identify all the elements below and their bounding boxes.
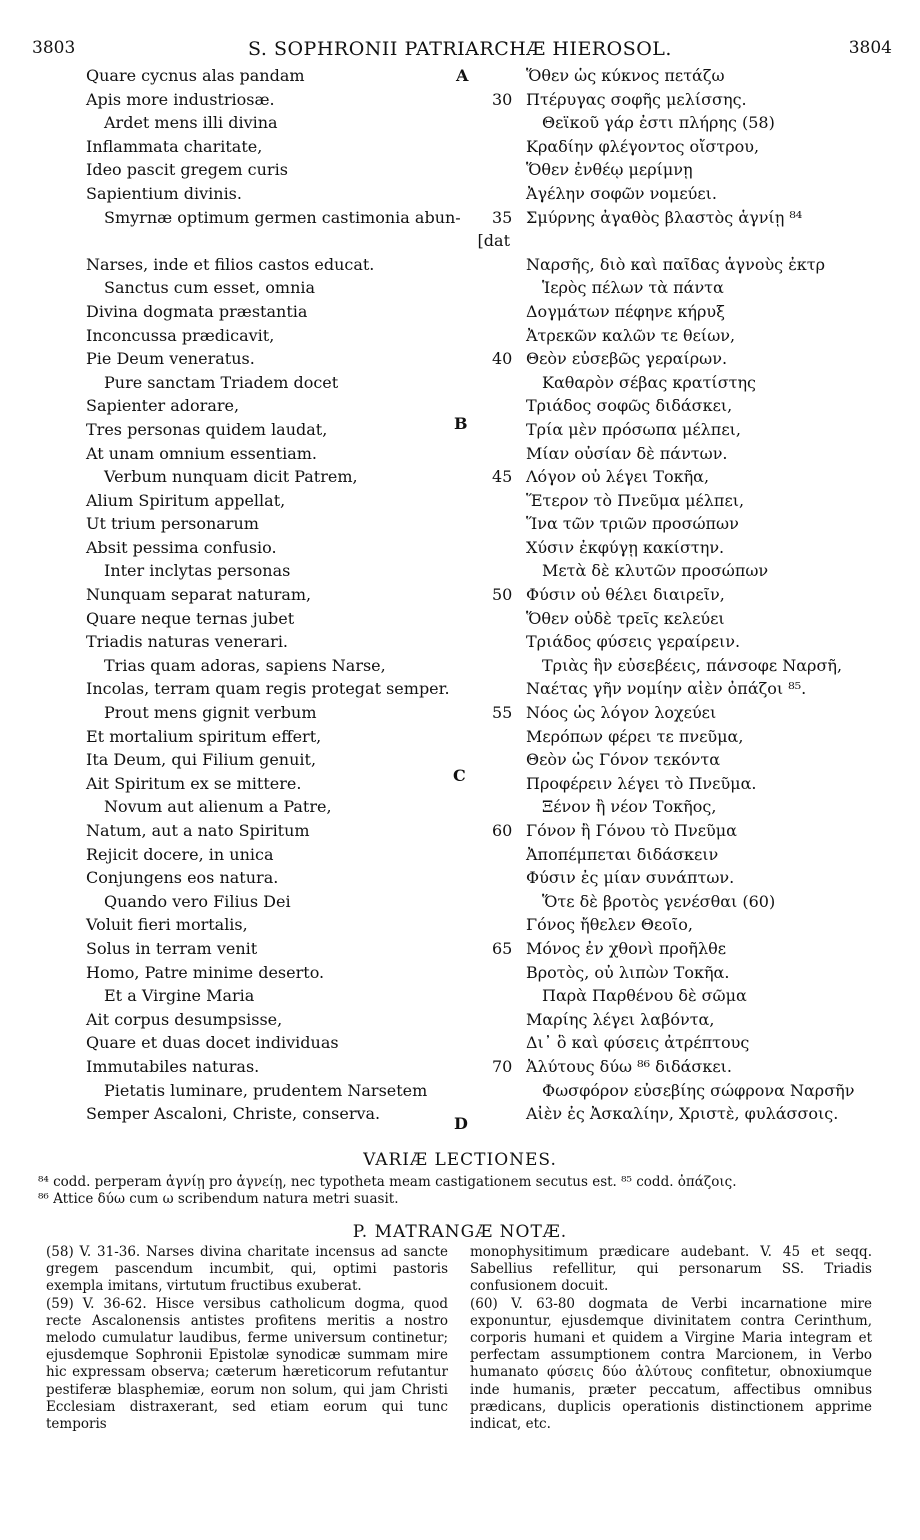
greek-verse-line <box>492 64 892 88</box>
greek-verse-text: Φύσιν ἐς μίαν συνάπτων. <box>526 868 735 888</box>
latin-verse-text: Tres personas quidem laudat, <box>86 419 328 439</box>
latin-verse-line <box>86 371 466 395</box>
latin-verse-text: Pietatis luminare, prudentem Narsetem <box>104 1080 428 1100</box>
latin-verse-line <box>86 489 466 513</box>
latin-verse-line <box>86 135 466 159</box>
greek-verse-line <box>492 1102 892 1126</box>
latin-verse-line <box>86 229 510 253</box>
latin-verse-line <box>86 88 466 112</box>
greek-verse-text: Παρὰ Παρθένου δὲ σῶμα <box>542 986 747 1006</box>
line-continuation: [dat <box>477 231 510 251</box>
latin-verse-line <box>86 64 469 88</box>
greek-verse-line <box>492 654 892 678</box>
greek-verse-text: Ναέτας γῆν νομίην αἰὲν ὀπάζοι ⁸⁵. <box>526 679 807 699</box>
page-number-right: 3804 <box>848 38 892 58</box>
latin-verse-line <box>86 1079 466 1103</box>
latin-verse-text: Rejicit docere, in unica <box>86 844 274 864</box>
latin-verse-text: Immutabiles naturas. <box>86 1056 260 1076</box>
latin-verse-text: Incolas, terram quam regis protegat semper. <box>86 679 450 699</box>
greek-verse-text: Χύσιν ἐκφύγῃ κακίστην. <box>526 537 725 557</box>
latin-verse-text: Et a Virgine Maria <box>104 986 255 1006</box>
greek-verse-text: Τριάδος σοφῶς διδάσκει, <box>526 396 733 416</box>
greek-verse-line <box>492 937 892 961</box>
latin-verse-line <box>86 630 466 654</box>
latin-verse-line <box>86 1008 466 1032</box>
greek-column <box>492 64 892 1126</box>
greek-verse-line <box>492 559 892 583</box>
greek-verse-line <box>492 442 892 466</box>
latin-verse-line <box>86 701 466 725</box>
latin-verse-text: Novum aut alienum a Patre, <box>104 797 332 817</box>
column-marker-a: A <box>456 66 469 85</box>
latin-verse-text: Voluit fieri mortalis, <box>86 915 248 935</box>
latin-verse-text: Alium Spiritum appellat, <box>86 490 286 510</box>
variae-lectiones <box>38 1174 884 1208</box>
greek-verse-text: Καθαρὸν σέβας κρατίστης <box>542 372 757 392</box>
latin-verse-text: Absit pessima confusio. <box>86 537 277 557</box>
greek-verse-text: Ναρσῆς, διὸ καὶ παῖδας ἁγνοὺς ἐκτρ <box>526 254 826 274</box>
latin-verse-line <box>86 607 466 631</box>
latin-verse-text: Verbum nunquam dicit Patrem, <box>104 467 358 487</box>
greek-verse-text: Κραδίην φλέγοντος οἴστρου, <box>526 136 760 156</box>
column-marker-c: C <box>453 766 466 785</box>
greek-verse-line <box>492 984 892 1008</box>
latin-verse-text: Prout mens gignit verbum <box>104 703 317 723</box>
verse-number: 65 <box>492 938 513 958</box>
latin-verse-line <box>86 890 466 914</box>
latin-verse-line <box>86 158 466 182</box>
latin-verse-line <box>86 300 466 324</box>
greek-verse-text: Φύσιν οὐ θέλει διαιρεῖν, <box>526 585 725 605</box>
latin-verse-line <box>86 725 466 749</box>
latin-verse-line <box>86 182 466 206</box>
verse-number: 35 <box>492 207 513 227</box>
greek-verse-text: Μαρίης λέγει λαβόντα, <box>526 1009 715 1029</box>
latin-verse-line <box>86 206 466 230</box>
column-marker-b: B <box>454 414 468 433</box>
latin-verse-text: Inflammata charitate, <box>86 136 263 156</box>
variant-reading-line: ⁸⁴ codd. perperam ἁγνίῃ pro ἁγνείῃ, nec typotheta meam castigationem secutus est. ⁸⁵ codd. ὀπάζοις. <box>38 1174 737 1190</box>
latin-verse-line <box>86 512 466 536</box>
latin-verse-text: Quando vero Filius Dei <box>104 891 291 911</box>
greek-verse-text: Φωσφόρον εὐσεβίης σώφρονα Ναρσῆν <box>542 1080 855 1100</box>
greek-verse-text: Ἀλύτους δύω ⁸⁶ διδάσκει. <box>526 1056 732 1076</box>
latin-verse-line <box>86 536 466 560</box>
greek-verse-line <box>492 229 892 253</box>
note-paragraph: (60) V. 63-80 dogmata de Verbi incarnatione mire exponuntur, ejusdemque divinitatem contra Cerinthum, corporis humani et quidem a Virgine Maria integram et perfectam assumptionem contra Marcionem, in Verbo humanato φύσεις δύο ἀλύτους confitetur, obnoxiumque inde humanis, præter peccatum, affectibus omnibus prædicans, duplicis operationis distinctionem apprime indicat, etc. <box>470 1295 872 1433</box>
greek-verse-line <box>492 583 892 607</box>
running-title: S. SOPHRONII PATRIARCHÆ HIEROSOL. <box>248 38 672 60</box>
greek-verse-line <box>492 819 892 843</box>
variant-reading-line: ⁸⁶ Attice δύω cum ω scribendum natura metri suasit. <box>38 1191 399 1207</box>
greek-verse-text: Ἀτρεκῶν καλῶν τε θείων, <box>526 325 736 345</box>
latin-verse-line <box>86 253 466 277</box>
latin-verse-text: Quare et duas docet individuas <box>86 1033 339 1053</box>
greek-verse-text: Δογμάτων πέφηνε κήρυξ <box>526 301 725 321</box>
greek-verse-text: Ὅτε δὲ βροτὸς γενέσθαι (60) <box>542 891 776 911</box>
greek-verse-text: Μερόπων φέρει τε πνεῦμα, <box>526 726 744 746</box>
latin-verse-text: Ait Spiritum ex se mittere. <box>86 773 302 793</box>
latin-verse-line <box>86 1031 466 1055</box>
latin-verse-line <box>86 772 466 796</box>
greek-verse-line <box>492 630 892 654</box>
latin-verse-line <box>86 677 466 701</box>
latin-verse-text: Apis more industriosæ. <box>86 89 275 109</box>
latin-verse-line <box>86 748 466 772</box>
latin-verse-line <box>86 819 466 843</box>
greek-verse-text: Προφέρειν λέγει τὸ Πνεῦμα. <box>526 773 757 793</box>
greek-verse-line <box>492 677 892 701</box>
latin-verse-text: Narses, inde et filios castos educat. <box>86 254 375 274</box>
latin-verse-text: Nunquam separat naturam, <box>86 585 312 605</box>
greek-verse-text: Ξένον ἢ νέον Τοκῆος, <box>542 797 717 817</box>
note-paragraph: (58) V. 31-36. Narses divina charitate incensus ad sancte gregem pascendum incumbit, qui, optimi pastoris exempla imitans, virtutum fructibus exuberat. <box>46 1244 448 1295</box>
greek-verse-line <box>492 300 892 324</box>
greek-verse-line <box>492 890 892 914</box>
latin-verse-line <box>86 276 466 300</box>
verse-number: 30 <box>492 89 513 109</box>
latin-verse-line <box>86 111 466 135</box>
latin-verse-text: Pure sanctam Triadem docet <box>104 372 339 392</box>
latin-verse-line <box>86 324 466 348</box>
latin-verse-line <box>86 559 466 583</box>
greek-verse-line <box>492 701 892 725</box>
greek-verse-line <box>492 748 892 772</box>
greek-verse-text: Τριὰς ἣν εὐσεβέεις, πάνσοφε Ναρσῆ, <box>542 655 843 675</box>
greek-verse-text: Λόγον οὐ λέγει Τοκῆα, <box>526 467 710 487</box>
latin-verse-line <box>86 795 466 819</box>
greek-verse-line <box>492 1008 892 1032</box>
latin-verse-text: Ideo pascit gregem curis <box>86 160 288 180</box>
greek-verse-line <box>492 772 892 796</box>
latin-verse-text: Ardet mens illi divina <box>104 113 278 133</box>
greek-verse-text: Θεὸν εὐσεβῶς γεραίρων. <box>526 349 728 369</box>
latin-verse-line <box>86 465 466 489</box>
latin-verse-line <box>86 961 466 985</box>
greek-verse-text: Αἰὲν ἐς Ἀσκαλίην, Χριστὲ, φυλάσσοις. <box>526 1104 839 1124</box>
greek-verse-text: Ὅθεν οὐδὲ τρεῖς κελεύει <box>526 608 725 628</box>
latin-verse-text: Natum, aut a nato Spiritum <box>86 821 310 840</box>
latin-verse-line <box>86 866 466 890</box>
greek-verse-line <box>492 607 892 631</box>
verse-number: 60 <box>492 821 513 840</box>
greek-verse-line <box>492 1055 892 1079</box>
greek-verse-line <box>492 347 892 371</box>
greek-verse-text: Γόνον ἢ Γόνου τὸ Πνεῦμα <box>526 821 737 840</box>
greek-verse-text: Τριάδος φύσεις γεραίρειν. <box>526 632 741 652</box>
greek-verse-line <box>492 253 892 277</box>
greek-verse-line <box>492 88 892 112</box>
latin-verse-line <box>86 913 466 937</box>
latin-verse-text: Ait corpus desumpsisse, <box>86 1009 283 1029</box>
running-header <box>28 38 892 62</box>
greek-verse-text: Μίαν οὐσίαν δὲ πάντων. <box>526 443 728 463</box>
greek-verse-line <box>492 913 892 937</box>
notes-column-left <box>46 1244 448 1433</box>
greek-verse-line <box>492 111 892 135</box>
latin-verse-line <box>86 583 466 607</box>
latin-verse-text: Inter inclytas personas <box>104 561 291 581</box>
latin-verse-line <box>86 394 466 418</box>
greek-verse-line <box>492 843 892 867</box>
page-number-left: 3803 <box>32 38 76 58</box>
greek-verse-text: Ὅθεν ὡς κύκνος πετάζω <box>526 66 725 85</box>
latin-verse-line <box>86 654 466 678</box>
greek-verse-text: Ἀποπέμπεται διδάσκειν <box>526 844 719 864</box>
verse-number: 70 <box>492 1056 513 1076</box>
latin-verse-text: Sapienter adorare, <box>86 396 240 416</box>
latin-verse-text: Et mortalium spiritum effert, <box>86 726 322 746</box>
variae-lectiones-heading: VARIÆ LECTIONES. <box>363 1150 557 1170</box>
latin-verse-line <box>86 843 466 867</box>
greek-verse-text: Ὅθεν ἐνθέῳ μερίμνῃ <box>526 160 693 180</box>
latin-verse-text: Divina dogmata præstantia <box>86 301 308 321</box>
latin-verse-line <box>86 442 466 466</box>
notes-column-right <box>470 1244 872 1433</box>
verse-number: 50 <box>492 585 513 605</box>
greek-verse-text: Ἵνα τῶν τριῶν προσώπων <box>526 514 739 534</box>
greek-verse-text: Βροτὸς, οὐ λιπὼν Τοκῆα. <box>526 962 730 982</box>
greek-verse-text: Ἕτερον τὸ Πνεῦμα μέλπει, <box>526 490 745 510</box>
column-marker-d: D <box>454 1114 468 1133</box>
latin-verse-text: Triadis naturas venerari. <box>86 632 289 652</box>
greek-verse-line <box>492 725 892 749</box>
greek-verse-line <box>492 182 892 206</box>
greek-verse-line <box>492 371 892 395</box>
greek-verse-text: Νόος ὡς λόγον λοχεύει <box>526 703 717 723</box>
greek-verse-line <box>492 418 892 442</box>
latin-verse-text: Homo, Patre minime deserto. <box>86 962 325 982</box>
greek-verse-line <box>492 324 892 348</box>
latin-verse-text: Conjungens eos natura. <box>86 868 279 888</box>
greek-verse-text: Τρία μὲν πρόσωπα μέλπει, <box>526 419 741 439</box>
latin-verse-text: Solus in terram venit <box>86 938 258 958</box>
greek-verse-text: Ἱερὸς πέλων τὰ πάντα <box>542 278 724 298</box>
greek-verse-line <box>492 276 892 300</box>
greek-verse-line <box>492 206 892 230</box>
latin-verse-text: At unam omnium essentiam. <box>86 443 317 463</box>
verse-number: 45 <box>492 467 513 487</box>
latin-verse-line <box>86 1102 466 1126</box>
greek-verse-line <box>492 1031 892 1055</box>
latin-verse-line <box>86 347 466 371</box>
latin-verse-text: Sapientium divinis. <box>86 183 242 203</box>
latin-verse-text: Ita Deum, qui Filium genuit, <box>86 750 317 770</box>
greek-verse-text: Μόνος ἐν χθονὶ προῆλθε <box>526 938 727 958</box>
latin-verse-text: Ut trium personarum <box>86 514 259 534</box>
latin-verse-text: Inconcussa prædicavit, <box>86 325 275 345</box>
latin-verse-text: Trias quam adoras, sapiens Narse, <box>104 655 386 675</box>
greek-verse-line <box>492 465 892 489</box>
greek-verse-line <box>492 158 892 182</box>
note-paragraph: (59) V. 36-62. Hisce versibus catholicum dogma, quod recte Ascalonensis antistes profitens meritis a nostro melodo cumulatur laudibus, ferme universum continetur; ejusdemque Sophronii Epistolæ synodicæ summam mire hic expressam observa; cæterum hæreticorum refutantur pestiferæ blasphemiæ, eorum non solum, qui jam Christi Ecclesiam distraxerant, sed etiam eorum qui tunc temporis <box>46 1295 448 1433</box>
greek-verse-text: Ἀγέλην σοφῶν νομεύει. <box>526 183 717 203</box>
verse-number: 55 <box>492 703 513 723</box>
greek-verse-line <box>492 512 892 536</box>
greek-verse-text: Δι᾽ ὃ καὶ φύσεις ἀτρέπτους <box>526 1033 750 1053</box>
latin-verse-text: Semper Ascaloni, Christe, conserva. <box>86 1104 381 1124</box>
greek-verse-line <box>492 961 892 985</box>
greek-verse-line <box>492 795 892 819</box>
greek-verse-line <box>492 1079 892 1103</box>
greek-verse-line <box>492 394 892 418</box>
greek-verse-text: Σμύρνης ἀγαθὸς βλαστὸς ἁγνίῃ ⁸⁴ <box>526 207 803 227</box>
latin-verse-line <box>86 984 466 1008</box>
hymn-text <box>0 64 920 1136</box>
greek-verse-text: Γόνος ἤθελεν Θεοῖο, <box>526 915 693 935</box>
greek-verse-text: Θεϊκοῦ γάρ ἐστι πλήρης (58) <box>542 113 775 133</box>
latin-verse-text: Quare neque ternas jubet <box>86 608 295 628</box>
greek-verse-line <box>492 489 892 513</box>
greek-verse-line <box>492 536 892 560</box>
latin-verse-text: Pie Deum veneratus. <box>86 349 255 369</box>
greek-verse-line <box>492 135 892 159</box>
latin-verse-line <box>86 937 466 961</box>
latin-verse-text: Quare cycnus alas pandam <box>86 66 305 85</box>
latin-verse-text: Smyrnæ optimum germen castimonia abun- <box>104 207 461 227</box>
greek-verse-text: Μετὰ δὲ κλυτῶν προσώπων <box>542 561 769 581</box>
latin-verse-line <box>86 418 466 442</box>
note-paragraph: monophysitimum prædicare audebant. V. 45 et seqq. Sabellius refellitur, qui personarum SS. Triadis confusionem docuit. <box>470 1244 872 1295</box>
greek-verse-line <box>492 866 892 890</box>
notes-heading: P. MATRANGÆ NOTÆ. <box>352 1222 568 1242</box>
greek-verse-text: Πτέρυγας σοφῆς μελίσσης. <box>526 89 747 109</box>
latin-verse-line <box>86 1055 466 1079</box>
greek-verse-text: Θεὸν ὡς Γόνον τεκόντα <box>526 750 721 770</box>
latin-verse-text: Sanctus cum esset, omnia <box>104 278 316 298</box>
verse-number: 40 <box>492 349 513 369</box>
